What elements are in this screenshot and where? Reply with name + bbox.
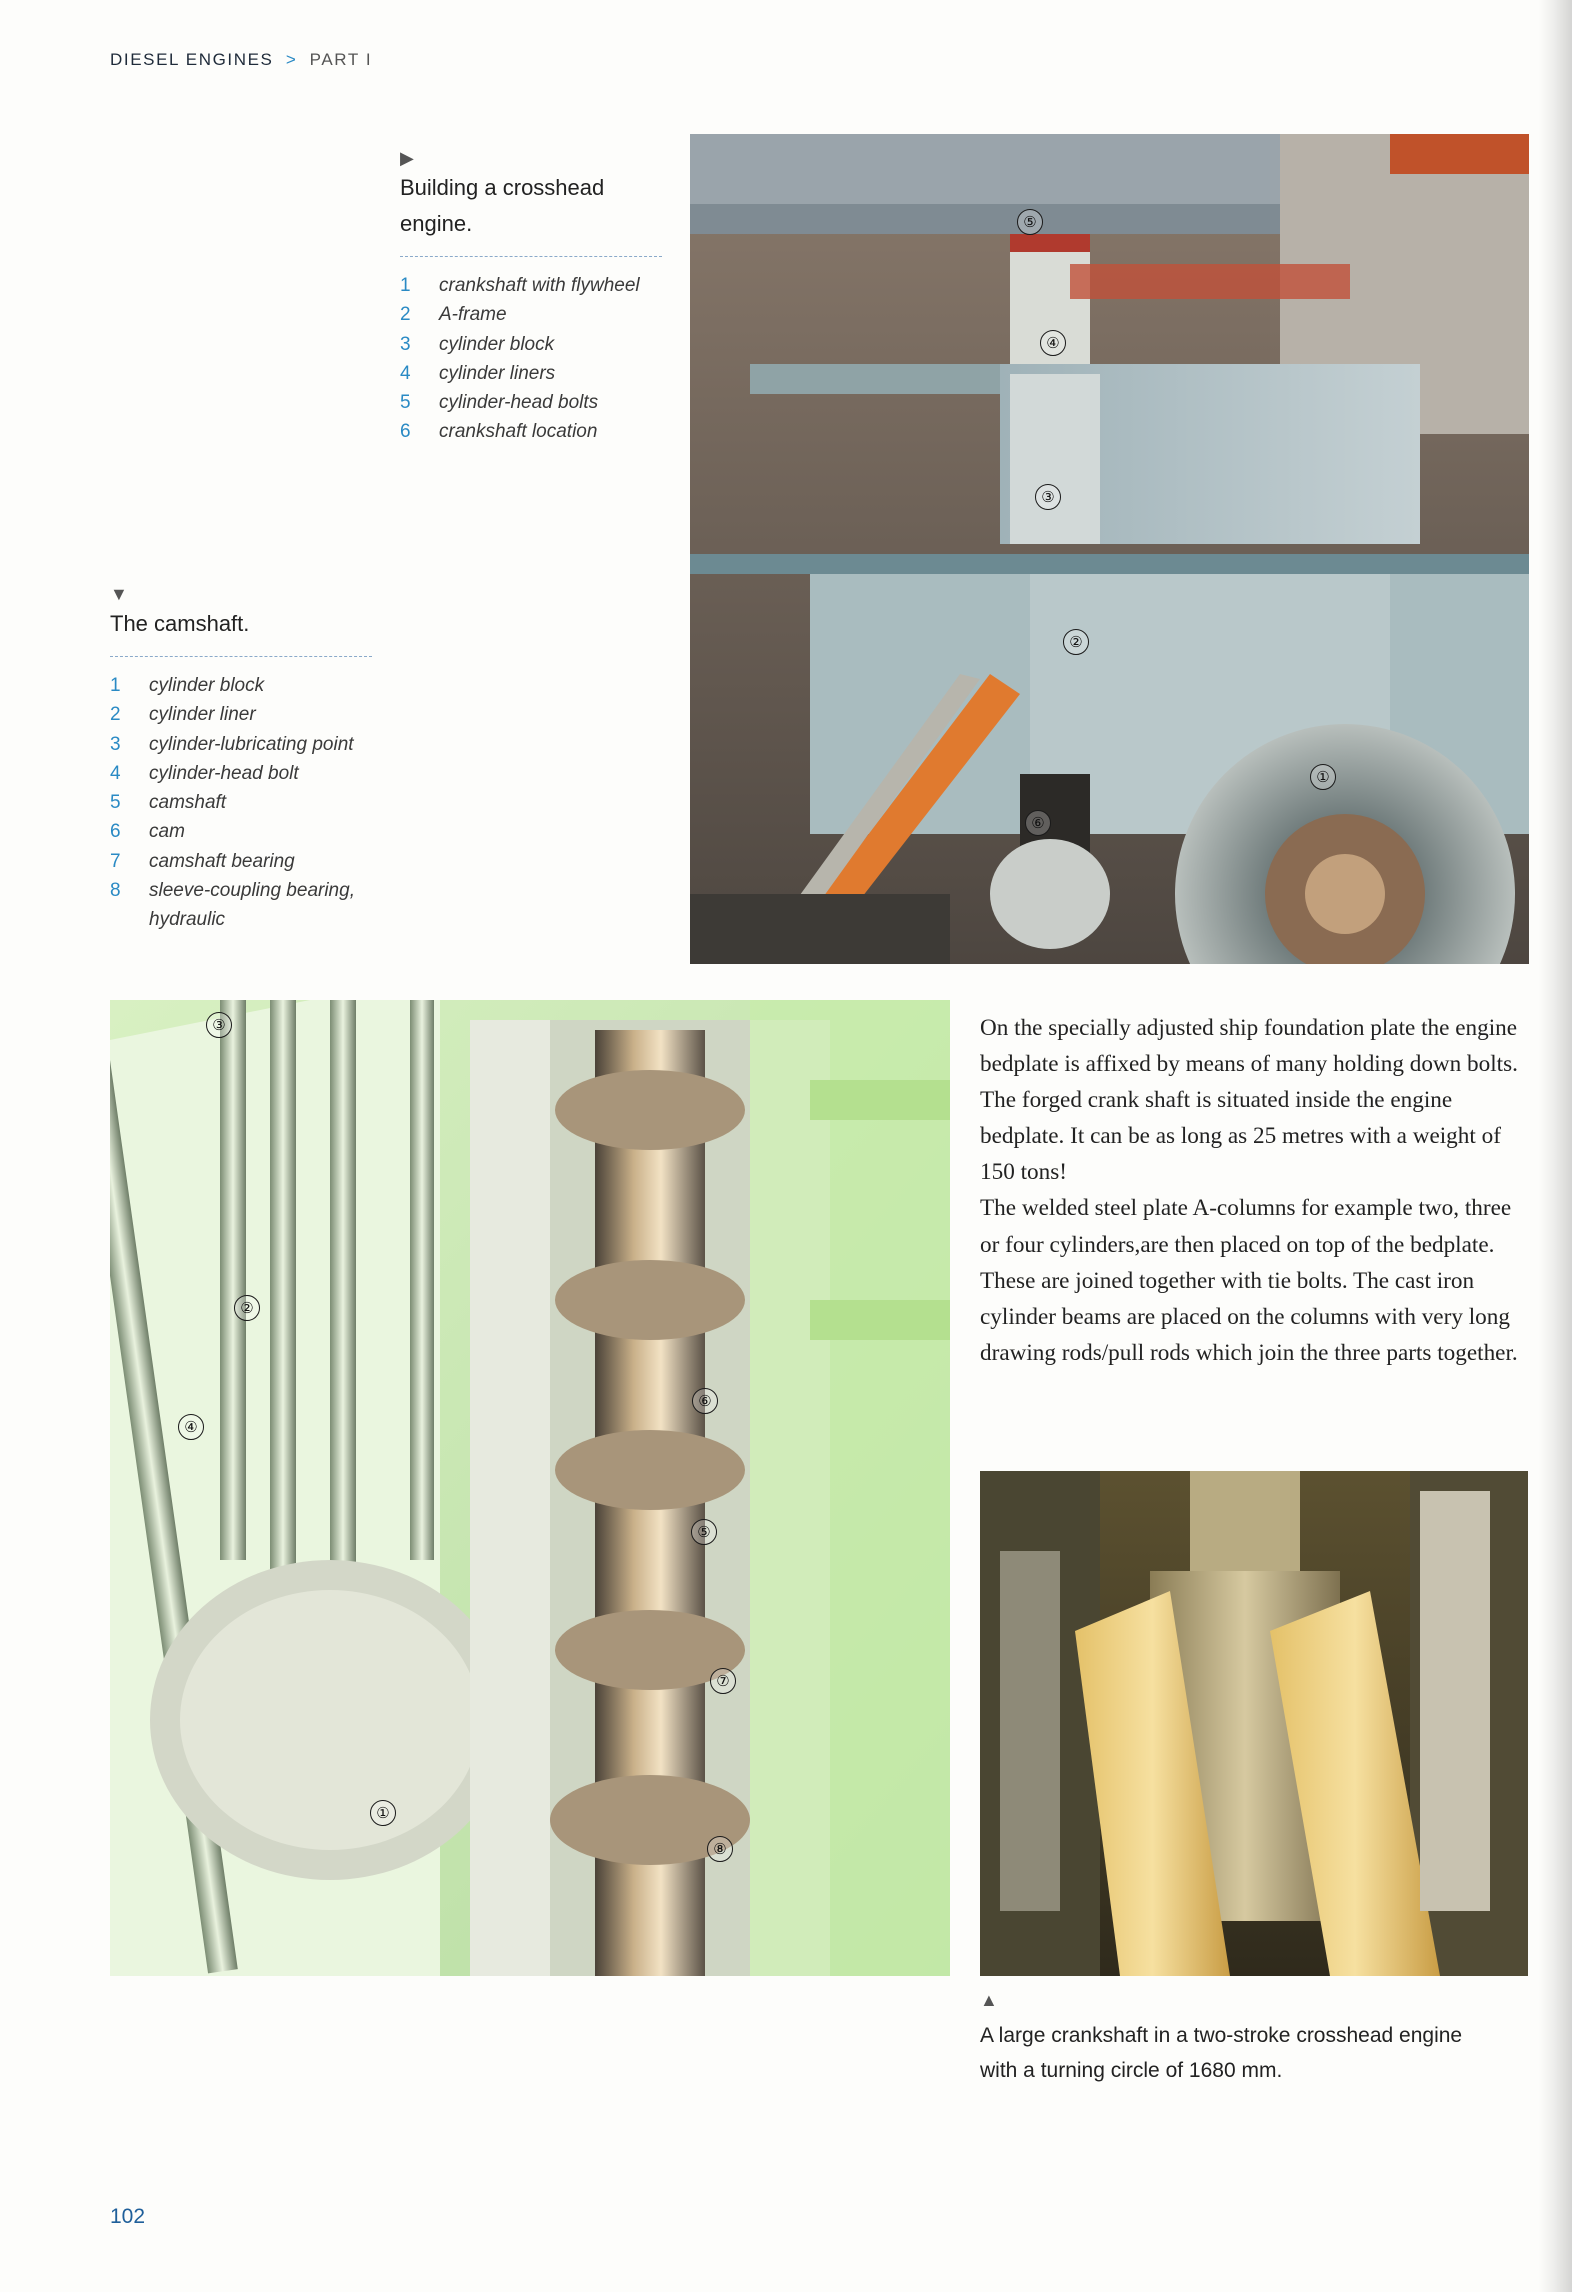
crankshaft-caption-text: [980, 2018, 1520, 2088]
marker-4: ④: [1040, 330, 1066, 356]
legend-item: 8 sleeve-coupling bearing,: [110, 880, 355, 902]
marker-5: ⑤: [1017, 209, 1043, 235]
crosshead-title-line-2: engine.: [400, 211, 473, 236]
marker-3: ③: [1035, 484, 1061, 510]
crankshaft-caption-line-2: with a turning circle of 1680 mm.: [980, 2059, 1283, 2082]
caption-divider: [400, 256, 662, 257]
legend-item: 1 cylinder block: [110, 675, 265, 696]
marker-4: ④: [178, 1414, 204, 1440]
legend-item: 6 cam: [110, 821, 185, 843]
engine-construction-photo: [690, 134, 1529, 964]
legend-item: 2 cylinder liner: [110, 704, 256, 726]
camshaft-caption: [110, 582, 372, 935]
header-separator: >: [285, 50, 298, 69]
marker-7: ⑦: [710, 1668, 736, 1694]
legend-item: 4 cylinder liners: [400, 362, 556, 384]
crosshead-legend: [400, 271, 662, 447]
legend-item: 4 cylinder-head bolt: [110, 762, 299, 784]
caption-divider: [110, 656, 372, 657]
body-paragraph-2: The welded steel plate A-columns for example two, three or four cylinders,are then placed on top of the bedplate.: [980, 1195, 1512, 1258]
legend-item: 7 camshaft bearing: [110, 850, 295, 872]
page-number: 102: [110, 2205, 146, 2228]
marker-8: ⑧: [707, 1836, 733, 1862]
legend-item: 2 A-frame: [400, 304, 507, 326]
page-edge-shadow: [1538, 0, 1572, 2292]
legend-item: 3 cylinder-lubricating point: [110, 733, 354, 755]
camshaft-legend: [110, 671, 372, 935]
crosshead-title-line-1: Building a crosshead: [400, 175, 605, 200]
marker-5: ⑤: [691, 1519, 717, 1545]
header-section: DIESEL ENGINES: [110, 50, 274, 69]
crankshaft-caption-line-1: A large crankshaft in a two-stroke crosshead engine: [980, 2024, 1463, 2047]
legend-item: 5 cylinder-head bolts: [400, 392, 599, 414]
marker-2: ②: [1063, 629, 1089, 655]
marker-1: ①: [1310, 764, 1336, 790]
right-arrow-icon: ▶: [400, 148, 414, 168]
crankshaft-caption: [980, 1988, 1520, 2088]
marker-1: ①: [370, 1800, 396, 1826]
crosshead-caption-title: [400, 170, 662, 242]
marker-3: ③: [206, 1012, 232, 1038]
legend-item: 3 cylinder block: [400, 333, 555, 355]
marker-6: ⑥: [692, 1388, 718, 1414]
running-header: [110, 50, 372, 70]
crankshaft-photo: [980, 1471, 1528, 1976]
camshaft-caption-title: The camshaft.: [110, 611, 250, 636]
body-paragraph-1: On the specially adjusted ship foundation plate the engine bedplate is affixed by means of many holding down bolts. The forged crank shaft is situated inside the engine bedplate. It can be as long as 25 metres with a weight of 150 tons!: [980, 1015, 1518, 1186]
camshaft-photo: [110, 1000, 950, 1976]
legend-item: hydraulic: [149, 909, 226, 931]
legend-item: 1 crankshaft with flywheel: [400, 275, 640, 296]
down-arrow-icon: ▼: [110, 584, 128, 604]
crosshead-caption: [400, 146, 662, 447]
legend-item: 6 crankshaft location: [400, 421, 598, 443]
marker-6: ⑥: [1025, 810, 1051, 836]
body-text: [980, 1010, 1530, 1371]
body-paragraph-3: These are joined together with tie bolts. The cast iron cylinder beams are placed on the columns with very long drawing rods/pull rods which join the three parts together.: [980, 1267, 1518, 1366]
up-arrow-icon: ▲: [980, 1990, 998, 2010]
header-part: PART I: [309, 50, 373, 69]
marker-2: ②: [234, 1295, 260, 1321]
legend-item: 5 camshaft: [110, 792, 227, 814]
